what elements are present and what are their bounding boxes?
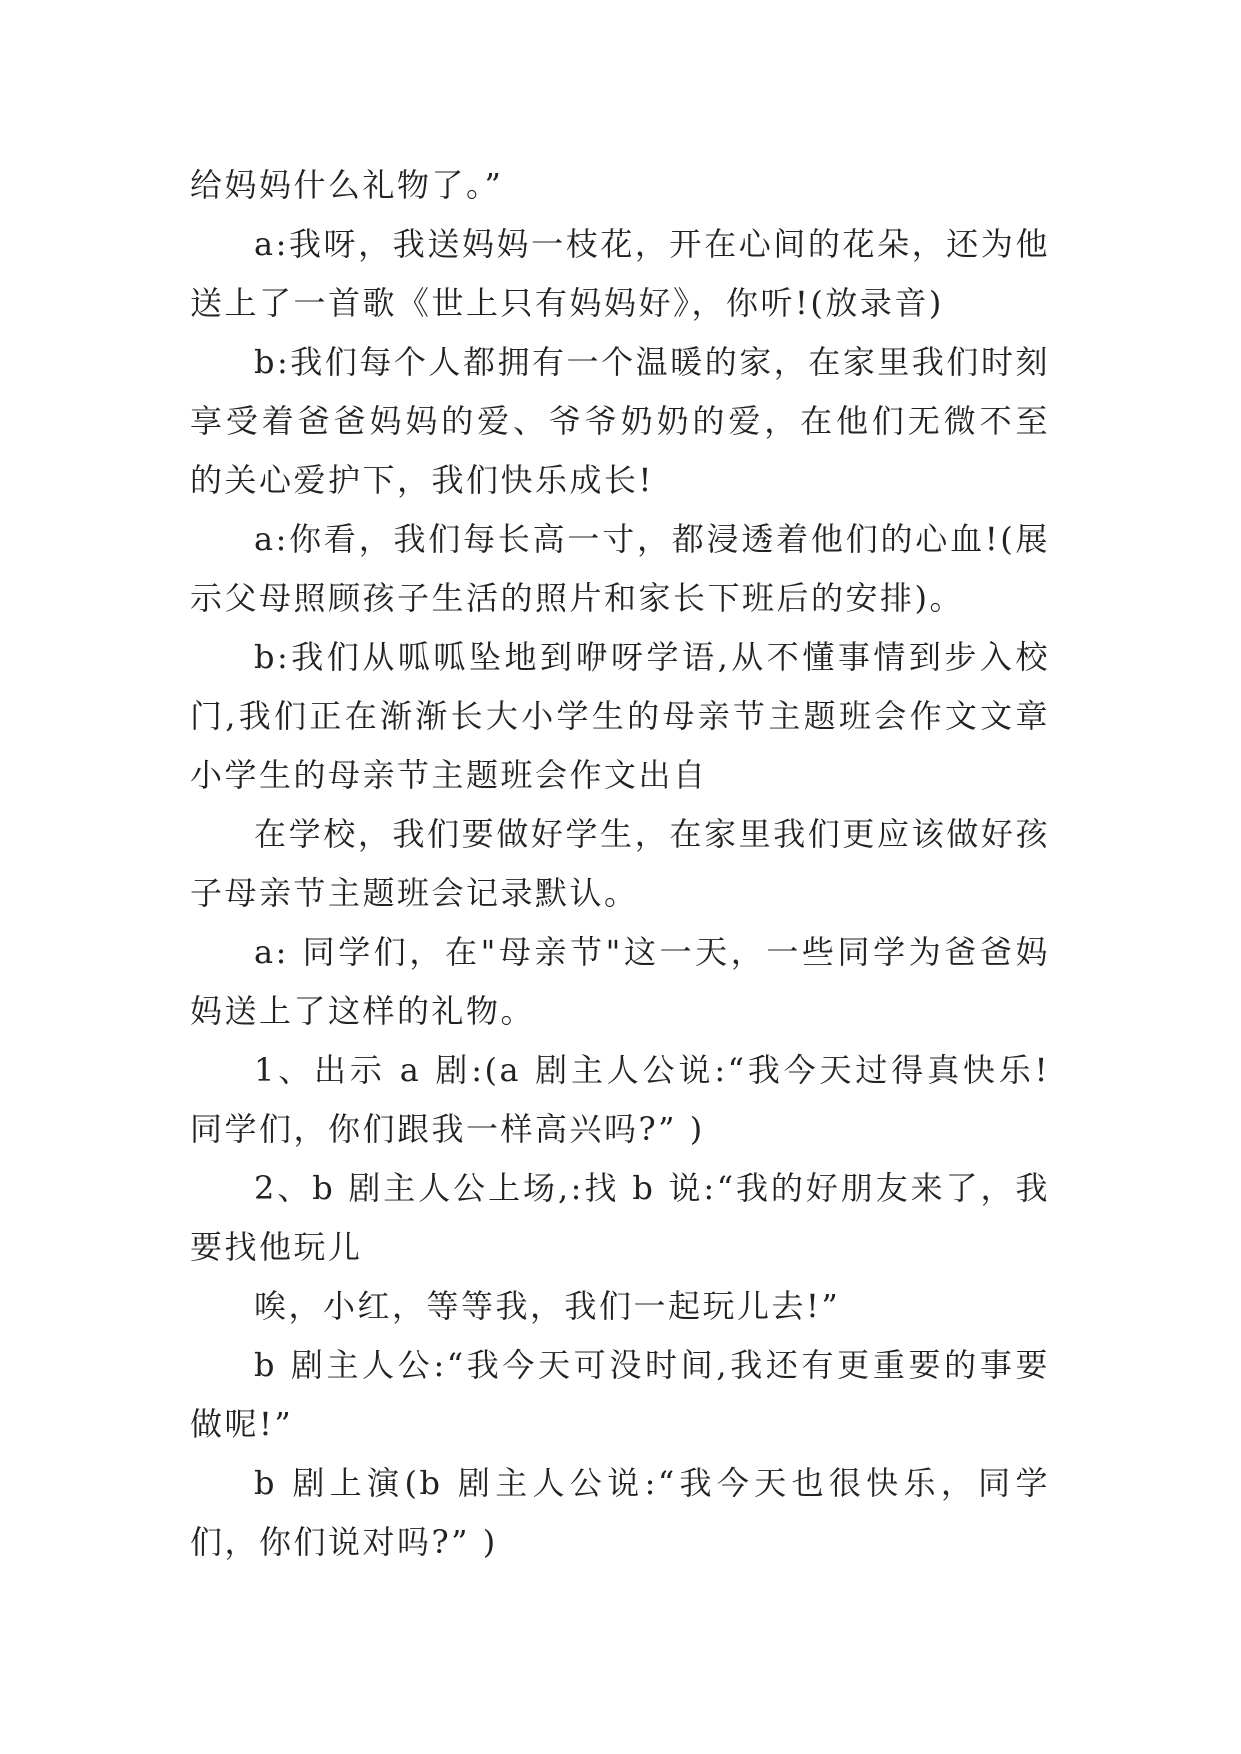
paragraph: 1、出示 a 剧:(a 剧主人公说:“我今天过得真快乐!同学们，你们跟我一样高兴吗?” ) xyxy=(190,1051,1050,1148)
paragraph: a:你看，我们每长高一寸，都浸透着他们的心血!(展示父母照顾孩子生活的照片和家长下班后的安排)。 xyxy=(190,520,1050,617)
paragraph: b 剧上演(b 剧主人公说:“我今天也很快乐，同学们，你们说对吗?” ) xyxy=(190,1464,1050,1561)
paragraph: a:我呀，我送妈妈一枝花，开在心间的花朵，还为他送上了一首歌《世上只有妈妈好》，你听!(放录音) xyxy=(190,225,1050,322)
paragraph: 唉，小红，等等我，我们一起玩儿去!” xyxy=(254,1287,841,1325)
paragraph: b 剧主人公:“我今天可没时间,我还有更重要的事要做呢!” xyxy=(190,1346,1050,1443)
paragraph: a: 同学们，在"母亲节"这一天，一些同学为爸爸妈妈送上了这样的礼物。 xyxy=(190,933,1050,1030)
paragraph: b:我们每个人都拥有一个温暖的家，在家里我们时刻享受着爸爸妈妈的爱、爷爷奶奶的爱，在他们无微不至的关心爱护下，我们快乐成长! xyxy=(190,343,1050,499)
document-body xyxy=(190,156,1050,1572)
paragraph: 给妈妈什么礼物了。” xyxy=(190,166,504,204)
paragraph: 2、b 剧主人公上场,:找 b 说:“我的好朋友来了，我要找他玩儿 xyxy=(190,1169,1050,1266)
paragraph: 在学校，我们要做好学生，在家里我们更应该做好孩子母亲节主题班会记录默认。 xyxy=(190,815,1050,912)
paragraph: b:我们从呱呱坠地到咿呀学语,从不懂事情到步入校门,我们正在渐渐长大小学生的母亲节主题班会作文文章小学生的母亲节主题班会作文出自 xyxy=(190,638,1050,794)
